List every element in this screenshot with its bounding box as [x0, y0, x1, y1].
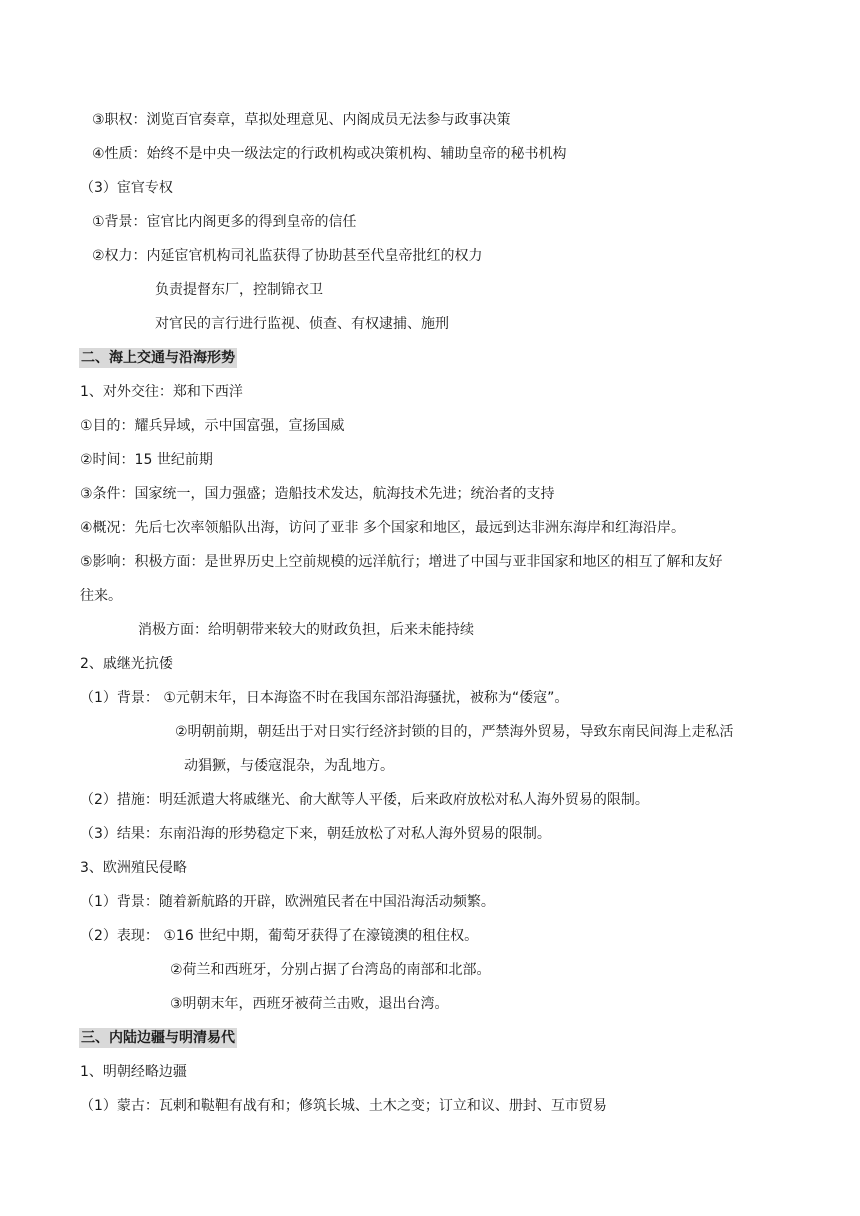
text-line: ④概况：先后七次率领船队出海，访问了亚非 多个国家和地区，最远到达非洲东海岸和红海沿岸。	[80, 520, 685, 536]
text-line: ③条件：国家统一，国力强盛；造船技术发达，航海技术先进；统治者的支持	[80, 486, 555, 502]
text-line: 对官民的言行进行监视、侦查、有权逮捕、施刑	[155, 316, 449, 332]
text-line: （3）宦官专权	[80, 180, 173, 196]
text-line: ④性质：始终不是中央一级法定的行政机构或决策机构、辅助皇帝的秘书机构	[92, 146, 567, 162]
text-line: ①背景：宦官比内阁更多的得到皇帝的信任	[92, 214, 357, 230]
text-line: （3）结果：东南沿海的形势稳定下来，朝廷放松了对私人海外贸易的限制。	[80, 826, 551, 842]
text-line: ⑤影响：积极方面：是世界历史上空前规模的远洋航行；增进了中国与亚非国家和地区的相互了解和友好	[80, 554, 723, 570]
text-line: 消极方面：给明朝带来较大的财政负担，后来未能持续	[138, 622, 474, 638]
text-line: 动猖獗，与倭寇混杂，为乱地方。	[184, 758, 394, 774]
text-line: ②荷兰和西班牙，分别占据了台湾岛的南部和北部。	[170, 962, 491, 978]
text-line: 1、对外交往：郑和下西洋	[80, 384, 243, 400]
text-line: ②明朝前期，朝廷出于对日实行经济封锁的目的，严禁海外贸易，导致东南民间海上走私活	[175, 724, 734, 740]
text-line: （2）措施：明廷派遣大将戚继光、俞大猷等人平倭，后来政府放松对私人海外贸易的限制。	[80, 792, 649, 808]
text-line: 往来。	[80, 588, 122, 604]
text-line: 2、戚继光抗倭	[80, 656, 173, 672]
text-line: （1）背景：随着新航路的开辟，欧洲殖民者在中国沿海活动频繁。	[80, 894, 495, 910]
text-line: 负责提督东厂，控制锦衣卫	[155, 282, 323, 298]
text-line: ②时间：15 世纪前期	[80, 452, 213, 468]
section-heading: 二、海上交通与沿海形势	[81, 350, 235, 366]
text-line: （2）表现： ①16 世纪中期，葡萄牙获得了在濠镜澳的租住权。	[80, 928, 479, 944]
text-line: ②权力：内延宦官机构司礼监获得了协助甚至代皇帝批红的权力	[92, 248, 483, 264]
text-line: 3、欧洲殖民侵略	[80, 860, 187, 876]
text-line: （1）背景： ①元朝末年，日本海盗不时在我国东部沿海骚扰，被称为“倭寇”。	[80, 690, 569, 706]
text-line: （1）蒙古：瓦剌和鞑靼有战有和；修筑长城、土木之变；订立和议、册封、互市贸易	[80, 1098, 607, 1114]
section-heading: 三、内陆边疆与明清易代	[81, 1030, 235, 1046]
text-line: ①目的：耀兵异域，示中国富强，宣扬国威	[80, 418, 345, 434]
text-line: ③明朝末年，西班牙被荷兰击败，退出台湾。	[170, 996, 449, 1012]
text-line: 1、明朝经略边疆	[80, 1064, 187, 1080]
text-line: ③职权：浏览百官奏章，草拟处理意见、内阁成员无法参与政事决策	[92, 112, 511, 128]
